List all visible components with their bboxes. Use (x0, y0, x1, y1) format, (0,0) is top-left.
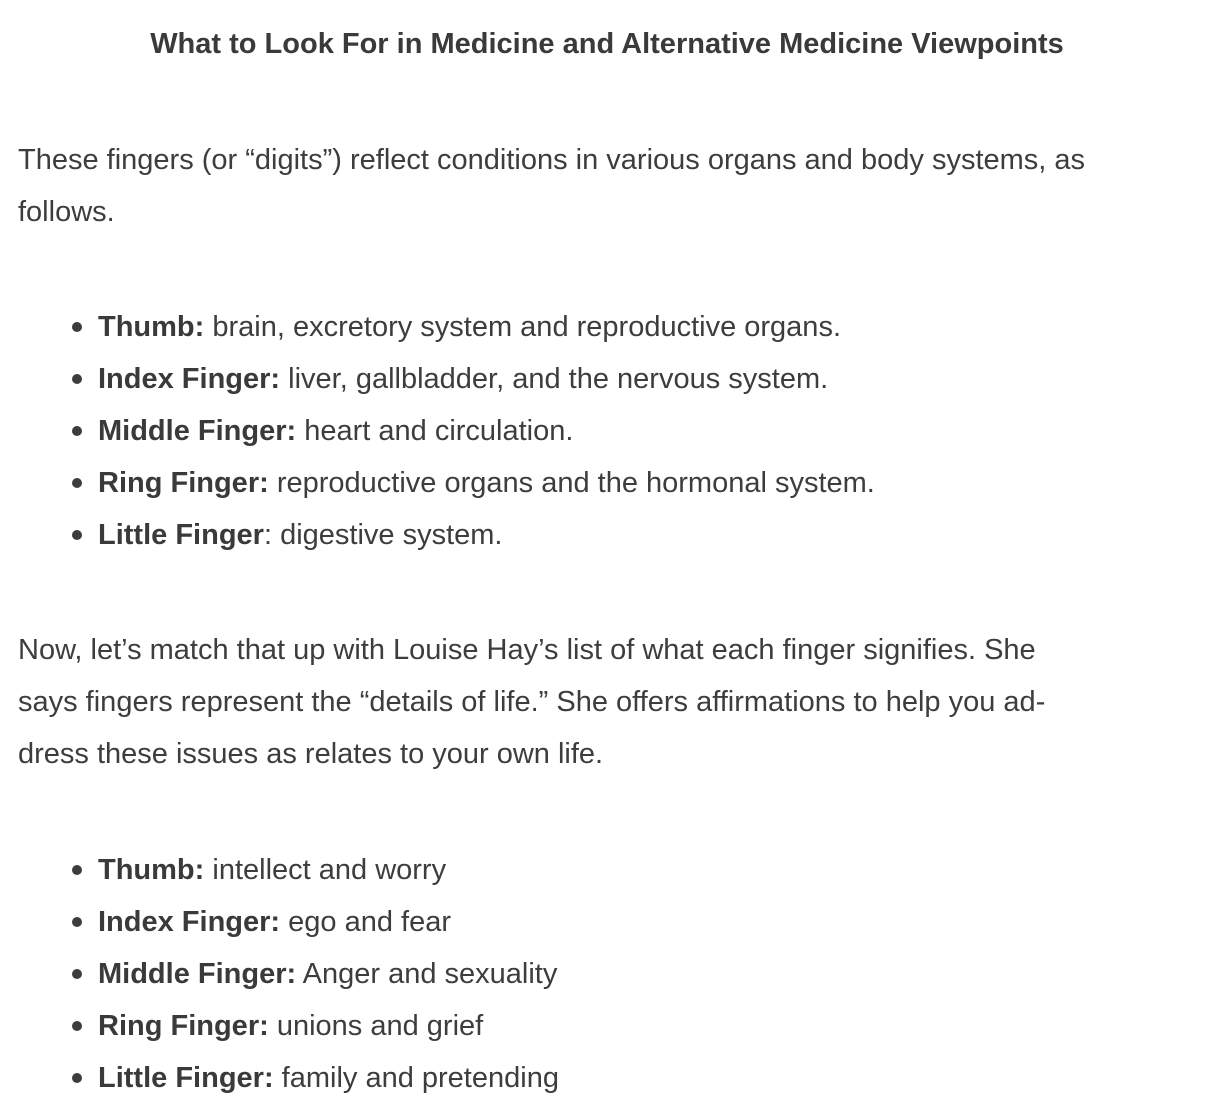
finger-description: reproductive organs and the hormonal system. (268, 467, 875, 499)
list-item (0, 948, 1214, 1000)
louise-hay-paragraph: Now, let’s match that up with Louise Hay’s list of what each finger signifies. She says fingers represent the “details of life.” She offers affirmations to help you ad- dress these issues as relates to your own life. (18, 634, 1046, 770)
list-item (0, 1052, 1214, 1104)
list-item (0, 896, 1214, 948)
bullet-icon (72, 865, 82, 875)
bullet-icon (72, 322, 82, 332)
bullet-icon (72, 917, 82, 927)
finger-term: Ring Finger: (98, 467, 269, 499)
finger-description: family and pretending (273, 1062, 559, 1094)
finger-description: unions and grief (268, 1010, 484, 1042)
bullet-icon (72, 969, 82, 979)
finger-description: : digestive system. (263, 519, 503, 551)
bullet-icon (72, 1073, 82, 1083)
finger-term: Middle Finger: (98, 958, 297, 990)
medicine-finger-list (0, 301, 1214, 561)
finger-term: Little Finger (98, 519, 264, 551)
list-item (0, 405, 1214, 457)
finger-description: liver, gallbladder, and the nervous system. (280, 363, 829, 395)
finger-description: intellect and worry (204, 854, 447, 886)
finger-description: heart and circulation. (296, 415, 574, 447)
louise-hay-finger-list (0, 844, 1214, 1104)
bullet-icon (72, 1021, 82, 1031)
finger-term: Middle Finger: (98, 415, 297, 447)
finger-description: Anger and sexuality (296, 958, 558, 990)
list-item (0, 301, 1214, 353)
bullet-icon (72, 374, 82, 384)
finger-term: Index Finger: (98, 363, 281, 395)
finger-description: brain, excretory system and reproductive organs. (204, 311, 841, 343)
list-item (0, 509, 1214, 561)
list-item (0, 457, 1214, 509)
finger-term: Thumb: (98, 311, 205, 343)
list-item (0, 844, 1214, 896)
finger-term: Little Finger: (98, 1062, 274, 1094)
bullet-icon (72, 530, 82, 540)
bullet-icon (72, 426, 82, 436)
intro-paragraph: These fingers (or “digits”) reflect conditions in various organs and body systems, as follows. (18, 144, 1086, 228)
list-item (0, 353, 1214, 405)
bullet-icon (72, 478, 82, 488)
finger-term: Ring Finger: (98, 1010, 269, 1042)
finger-term: Index Finger: (98, 906, 281, 938)
finger-term: Thumb: (98, 854, 205, 886)
page-title: What to Look For in Medicine and Alternative Medicine Viewpoints (150, 28, 1064, 60)
finger-description: ego and fear (280, 906, 451, 938)
list-item (0, 1000, 1214, 1052)
